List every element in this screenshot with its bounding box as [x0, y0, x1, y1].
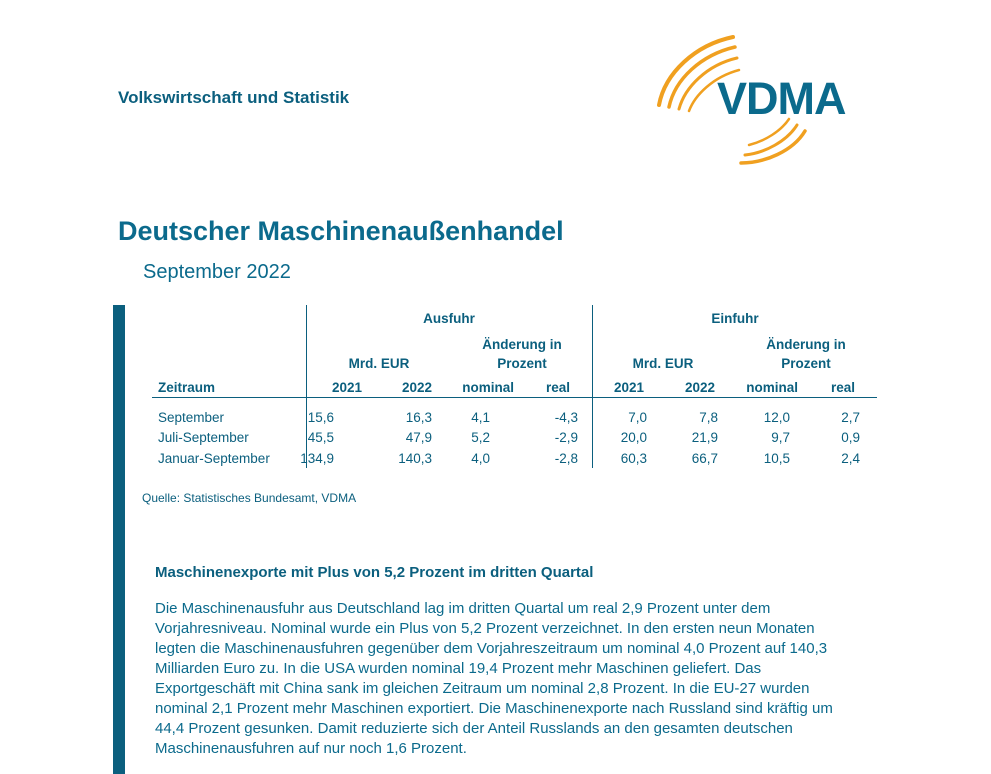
page-title: Deutscher Maschinenaußenhandel: [118, 216, 564, 246]
row-period: September: [158, 410, 225, 425]
row-ex-nominal: 4,0: [471, 451, 490, 466]
article-line: Vorjahresniveau. Nominal wurde ein Plus von 5,2 Prozent verzeichnet. In den ersten neun Monaten: [155, 620, 815, 637]
row-ex-nominal: 4,1: [471, 410, 490, 425]
article-line: Exportgeschäft mit China sank im gleichen Zeitraum um nominal 2,8 Prozent. In die EU-27 wurden: [155, 680, 810, 697]
vdma-logo: [655, 33, 870, 165]
col-header-ex-nominal: nominal: [462, 380, 514, 395]
row-im-2022: 7,8: [699, 410, 718, 425]
row-im-real: 2,4: [841, 451, 860, 466]
col-header-im-real: real: [830, 380, 855, 395]
row-im-2021: 20,0: [620, 430, 647, 445]
group-import-header: Einfuhr: [711, 311, 759, 326]
row-im-2022: 21,9: [691, 430, 718, 445]
row-ex-real: -2,9: [554, 430, 578, 445]
row-im-nominal: 12,0: [763, 410, 790, 425]
col-header-im-nominal: nominal: [746, 380, 798, 395]
group-export-header: Ausfuhr: [423, 311, 475, 326]
article-line: legten die Maschinenausfuhren gegenüber dem Vorjahreszeitraum um nominal 4,0 Prozent auf 140,3: [155, 640, 828, 657]
row-ex-real: -2,8: [554, 451, 578, 466]
row-ex-2022: 47,9: [405, 430, 432, 445]
article-line: Die Maschinenausfuhr aus Deutschland lag im dritten Quartal um real 2,9 Prozent unter dem: [155, 600, 771, 617]
row-im-2021: 7,0: [628, 410, 647, 425]
row-im-real: 0,9: [841, 430, 860, 445]
article-body: [155, 599, 890, 759]
col-header-ex-real: real: [545, 380, 570, 395]
row-ex-2021: 45,5: [307, 430, 334, 445]
col-header-period: Zeitraum: [158, 380, 216, 395]
article-line: 44,4 Prozent gesunken. Damit reduzierte sich der Anteil Russlands an den gesamten deutschen: [155, 720, 793, 737]
row-ex-2021: 15,6: [307, 410, 334, 425]
col-header-ex-2021: 2021: [331, 380, 362, 395]
page-subtitle: September 2022: [143, 261, 291, 283]
import-change-label-1: Änderung in: [766, 337, 846, 352]
header-rule: [152, 397, 877, 398]
col-header-im-2022: 2022: [684, 380, 715, 395]
article-line: Maschinenausfuhren auf nur noch 1,6 Prozent.: [155, 740, 467, 757]
import-unit-label: Mrd. EUR: [632, 356, 694, 371]
article-heading: Maschinenexporte mit Plus von 5,2 Prozent im dritten Quartal: [155, 564, 594, 581]
row-im-nominal: 9,7: [771, 430, 790, 445]
row-im-2022: 66,7: [691, 451, 718, 466]
row-im-2021: 60,3: [620, 451, 647, 466]
row-im-nominal: 10,5: [763, 451, 790, 466]
col-header-ex-2022: 2022: [401, 380, 432, 395]
import-change-label-2: Prozent: [781, 356, 831, 371]
trade-table: [152, 305, 877, 470]
source-note: Quelle: Statistisches Bundesamt, VDMA: [142, 491, 357, 505]
col-header-im-2021: 2021: [613, 380, 644, 395]
row-im-real: 2,7: [841, 410, 860, 425]
export-unit-label: Mrd. EUR: [348, 356, 410, 371]
section-label: Volkswirtschaft und Statistik: [118, 88, 350, 107]
export-change-label-1: Änderung in: [482, 337, 562, 352]
article-line: nominal 2,1 Prozent mehr Maschinen exportiert. Die Maschinenexporte nach Russland sind kräftig um: [155, 700, 833, 717]
row-ex-nominal: 5,2: [471, 430, 490, 445]
sidebar-accent-bar: [113, 305, 125, 774]
row-period: Juli-September: [158, 430, 249, 445]
export-change-label-2: Prozent: [497, 356, 547, 371]
row-ex-2021: 134,9: [300, 451, 334, 466]
logo-text: VDMA: [717, 73, 846, 124]
row-ex-real: -4,3: [554, 410, 578, 425]
row-ex-2022: 16,3: [405, 410, 432, 425]
article-line: Milliarden Euro zu. In die USA wurden nominal 19,4 Prozent mehr Maschinen geliefert. Das: [155, 660, 762, 677]
row-ex-2022: 140,3: [398, 451, 432, 466]
row-period: Januar-September: [158, 451, 270, 466]
